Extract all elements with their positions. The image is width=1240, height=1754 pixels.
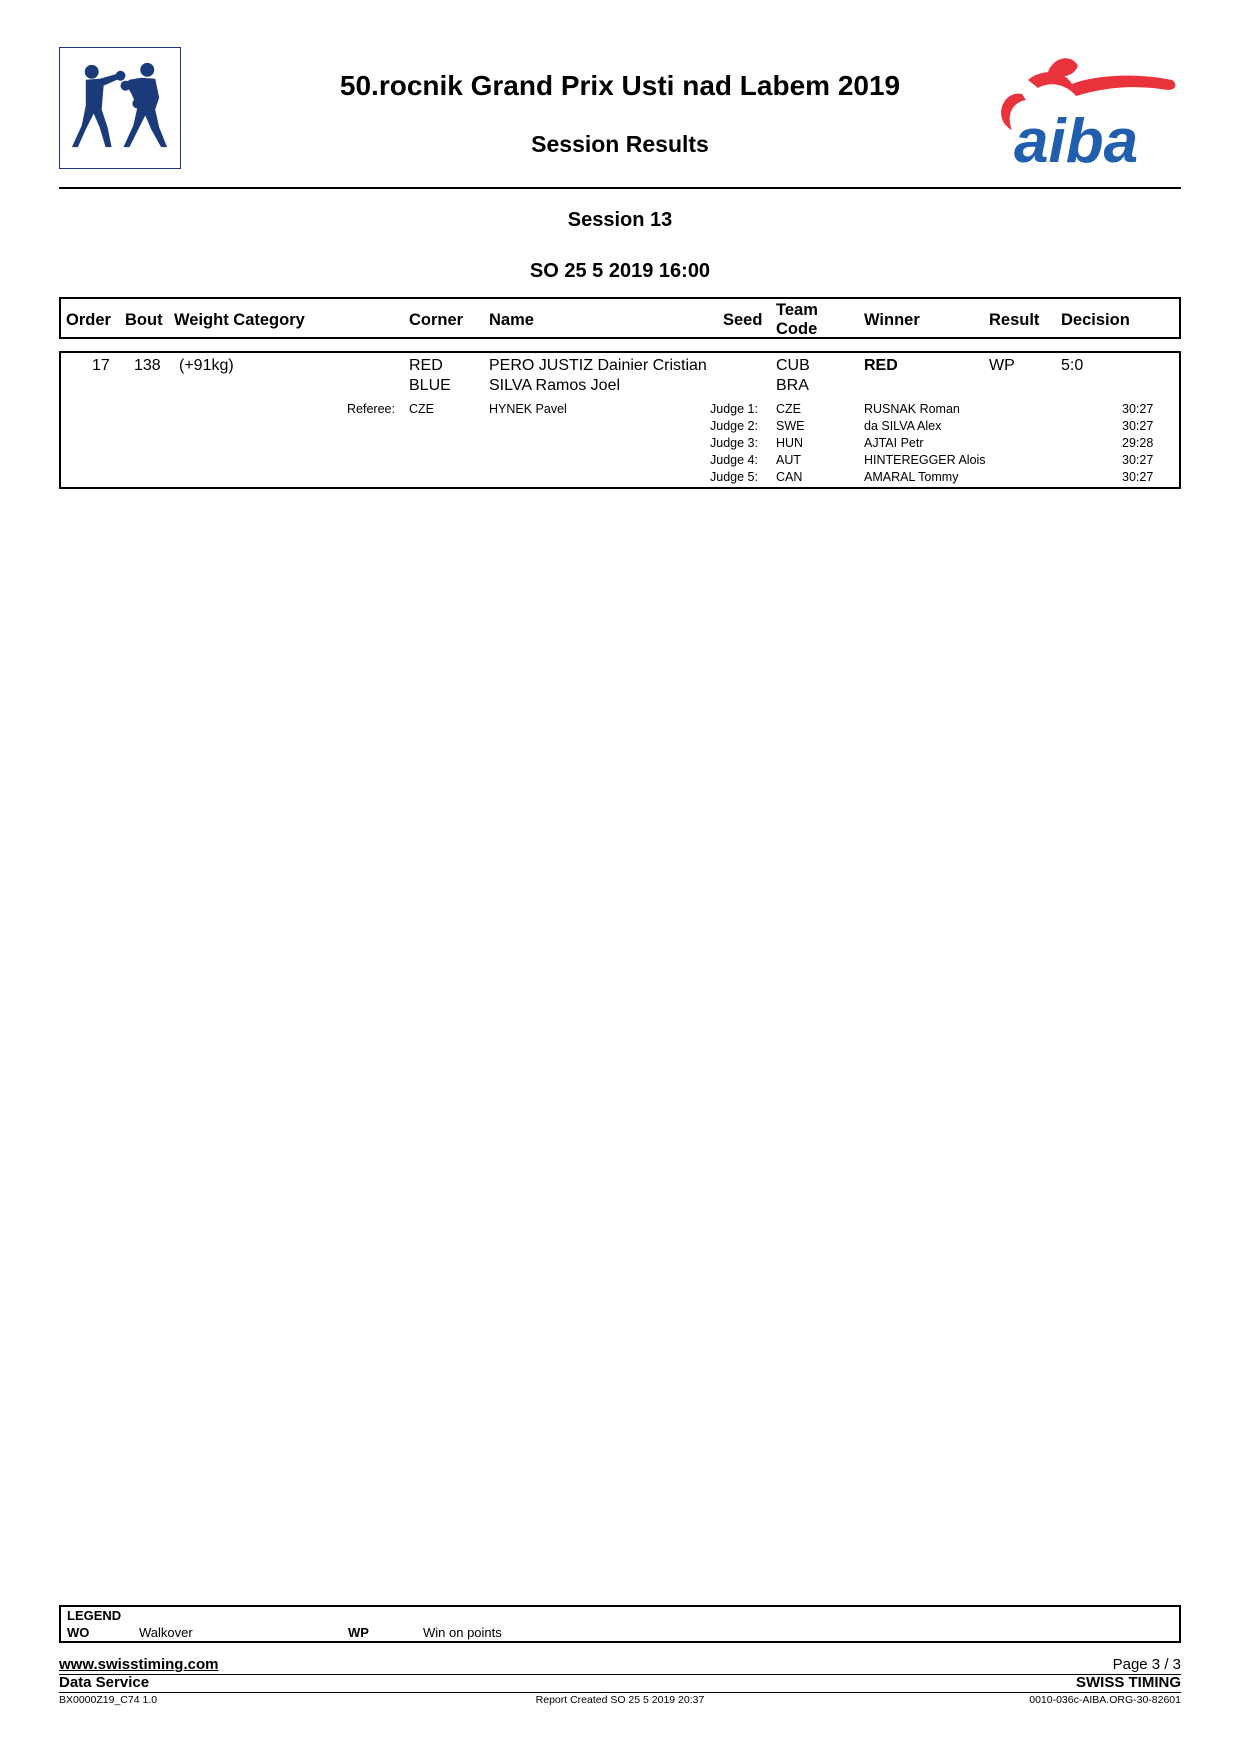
judge-label: Judge 2: — [710, 419, 758, 433]
blue-corner: BLUE — [409, 377, 451, 394]
footer-divider-1 — [59, 1674, 1181, 1675]
judge-score: 30:27 — [1122, 419, 1154, 433]
doc-code: BX0000Z19_C74 1.0 — [59, 1694, 158, 1706]
col-team-line1: Team — [776, 301, 818, 319]
report-created: Report Created SO 25 5 2019 20:37 — [535, 1694, 705, 1706]
legend-code-wp: WP — [348, 1625, 369, 1640]
data-service-label: Data Service — [59, 1674, 150, 1691]
legend-desc-wo: Walkover — [139, 1625, 193, 1640]
bout-result: WP — [989, 357, 1015, 374]
judge-label: Judge 1: — [710, 402, 758, 416]
bout-decision: 5:0 — [1061, 357, 1084, 374]
session-label: Session 13 — [567, 209, 673, 231]
legend-title: LEGEND — [67, 1608, 122, 1623]
swiss-timing-label: SWISS TIMING — [1076, 1674, 1181, 1691]
judge-country: HUN — [776, 436, 804, 450]
bout-weight: (+91kg) — [179, 357, 234, 374]
page-number: Page 3 / 3 — [1112, 1656, 1181, 1673]
bout-winner: RED — [864, 357, 898, 374]
col-order: Order — [66, 311, 111, 329]
judge-row — [61, 469, 1179, 486]
col-result: Result — [989, 311, 1040, 329]
website-link[interactable]: www.swisstiming.com — [59, 1656, 219, 1673]
judge-score: 30:27 — [1122, 402, 1154, 416]
legend-box — [59, 1605, 1181, 1643]
header-divider — [59, 187, 1181, 189]
col-winner: Winner — [864, 311, 920, 329]
judge-name: da SILVA Alex — [864, 419, 942, 433]
judge-row — [61, 418, 1179, 435]
bout-order: 17 — [92, 357, 110, 374]
judge-name: HINTEREGGER Alois — [864, 453, 986, 467]
bout-number: 138 — [134, 357, 161, 374]
bout-row — [59, 351, 1181, 489]
judge-name: RUSNAK Roman — [864, 402, 960, 416]
col-seed: Seed — [723, 311, 763, 329]
blue-team-code: BRA — [776, 377, 809, 394]
session-datetime: SO 25 5 2019 16:00 — [529, 260, 711, 282]
judge-country: CAN — [776, 470, 803, 484]
judge-name: AJTAI Petr — [864, 436, 924, 450]
judge-row — [61, 401, 1179, 418]
judge-label: Judge 3: — [710, 436, 758, 450]
blue-boxer-name: SILVA Ramos Joel — [489, 377, 621, 394]
report-title: Session Results — [531, 131, 709, 157]
judge-score: 30:27 — [1122, 470, 1154, 484]
judge-country: SWE — [776, 419, 805, 433]
legend-desc-wp: Win on points — [423, 1625, 502, 1640]
judge-score: 29:28 — [1122, 436, 1154, 450]
event-title: 50.rocnik Grand Prix Usti nad Labem 2019 — [339, 70, 901, 101]
judge-country: AUT — [776, 453, 801, 467]
red-boxer-name: PERO JUSTIZ Dainier Cristian — [489, 357, 707, 374]
legend-code-wo: WO — [67, 1625, 90, 1640]
col-weight-category: Weight Category — [174, 311, 305, 329]
judge-row — [61, 452, 1179, 469]
aiba-logo-text: aiba — [1014, 107, 1139, 168]
doc-id: 0010-036c-AIBA.ORG-30-82601 — [1029, 1694, 1181, 1706]
judge-name: AMARAL Tommy — [864, 470, 959, 484]
judge-label: Judge 5: — [710, 470, 758, 484]
footer-divider-2 — [59, 1692, 1181, 1693]
red-team-code: CUB — [776, 357, 810, 374]
referee-country: CZE — [409, 402, 434, 416]
red-corner: RED — [409, 357, 443, 374]
judge-row — [61, 435, 1179, 452]
judges-list — [61, 401, 1179, 487]
results-table-header — [59, 297, 1181, 339]
referee-label: Referee: — [347, 402, 395, 416]
col-bout: Bout — [125, 311, 163, 329]
col-corner: Corner — [409, 311, 464, 329]
col-name: Name — [489, 311, 534, 329]
judge-label: Judge 4: — [710, 453, 758, 467]
col-decision: Decision — [1061, 311, 1130, 329]
judge-country: CZE — [776, 402, 801, 416]
judge-score: 30:27 — [1122, 453, 1154, 467]
referee-name: HYNEK Pavel — [489, 402, 567, 416]
col-team-line2: Code — [776, 320, 818, 338]
